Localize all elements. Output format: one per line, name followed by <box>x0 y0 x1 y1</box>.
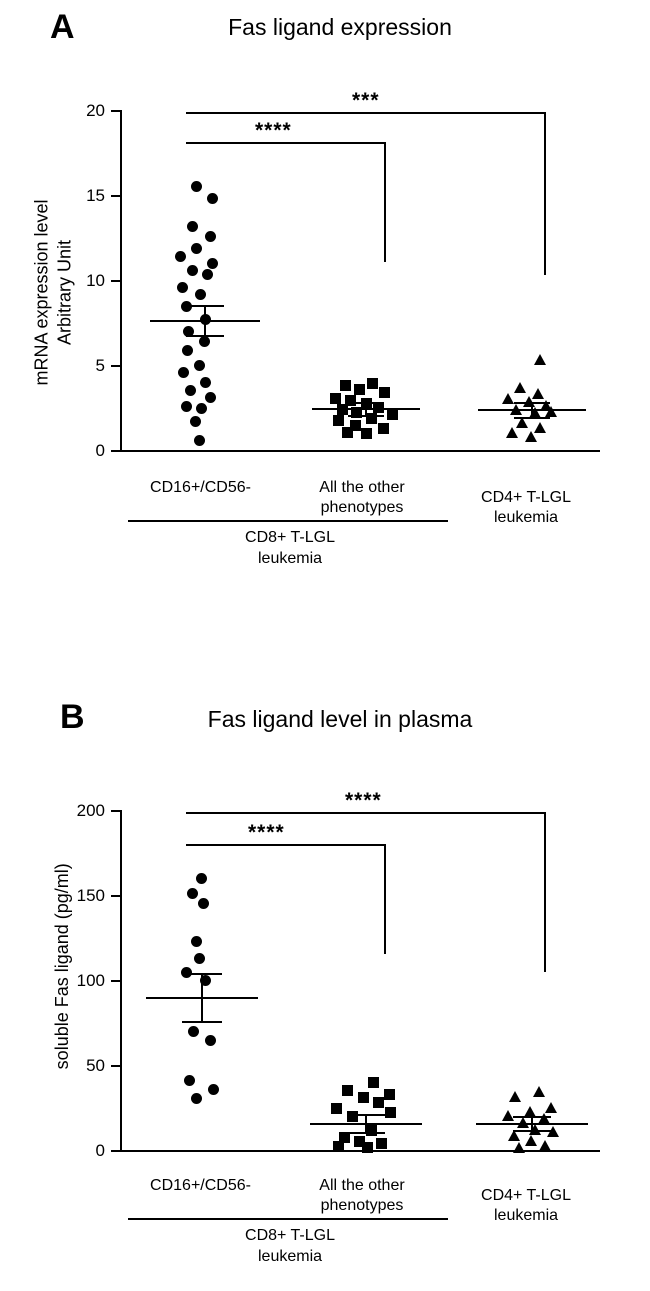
data-point <box>194 435 205 446</box>
significance-bracket-1 <box>186 142 386 144</box>
data-point <box>181 401 192 412</box>
panel-b <box>0 660 650 1291</box>
category-label-2 <box>292 1176 432 1217</box>
error-bar-cap <box>186 305 224 307</box>
error-bar-cap <box>347 1114 385 1116</box>
data-point <box>185 385 196 396</box>
data-point <box>378 423 389 434</box>
significance-bracket-2 <box>186 812 546 814</box>
panel-b-yticklabel-0: 0 <box>95 1141 105 1160</box>
panel-a-yticklabel-15: 15 <box>86 186 105 205</box>
data-point <box>333 415 344 426</box>
error-bar <box>365 1114 367 1132</box>
error-bar-cap <box>348 415 384 417</box>
data-point <box>188 1026 199 1037</box>
panel-a-ytick-0 <box>111 450 120 452</box>
category-label-3-line1: CD4+ T-LGL <box>481 489 571 506</box>
panel-a-yticklabel-20: 20 <box>86 101 105 120</box>
data-point <box>545 406 557 417</box>
category-label-2-line1: All the other <box>319 1177 405 1194</box>
data-point <box>502 1110 514 1121</box>
data-point <box>358 1092 369 1103</box>
data-point <box>525 1135 537 1146</box>
error-bar-cap <box>514 417 550 419</box>
data-point <box>502 393 514 404</box>
category-label-1 <box>128 478 273 498</box>
panel-b-ytick-0 <box>111 1150 120 1152</box>
data-point <box>207 258 218 269</box>
significance-bracket-2-drop <box>544 112 546 275</box>
data-point <box>194 360 205 371</box>
data-point <box>362 1142 373 1153</box>
data-point <box>182 345 193 356</box>
category-label-3-line2: leukemia <box>493 1207 559 1225</box>
significance-stars-2: **** <box>345 789 382 812</box>
data-point <box>376 1138 387 1149</box>
data-point <box>385 1107 396 1118</box>
group-bracket-label-line1: CD8+ T-LGL <box>245 529 335 546</box>
data-point <box>509 1091 521 1102</box>
data-point <box>184 1075 195 1086</box>
data-point <box>545 1102 557 1113</box>
error-bar-cap <box>348 402 384 404</box>
data-point <box>187 265 198 276</box>
panel-a-y-axis-label-line1: mRNA expression level <box>31 199 52 386</box>
data-point <box>195 289 206 300</box>
data-point <box>387 409 398 420</box>
significance-bracket-2-drop <box>544 812 546 972</box>
category-label-3 <box>456 1186 596 1227</box>
data-point <box>202 269 213 280</box>
data-point <box>514 382 526 393</box>
panel-b-yticklabel-100: 100 <box>76 971 105 990</box>
group-bracket-rule <box>128 1218 448 1220</box>
group-bracket-label <box>200 1226 380 1268</box>
data-point <box>187 888 198 899</box>
data-point <box>379 387 390 398</box>
panel-b-x-axis <box>120 1150 600 1152</box>
panel-a-ytick-20 <box>111 110 120 112</box>
panel-b-yticklabel-150: 150 <box>76 886 105 905</box>
panel-b-ytick-50 <box>111 1065 120 1067</box>
group-bracket-label-line1: CD8+ T-LGL <box>245 1227 335 1244</box>
panel-a-yticklabel-5: 5 <box>95 356 105 375</box>
error-bar <box>204 305 206 335</box>
data-point <box>333 1141 344 1152</box>
panel-b-ytick-100 <box>111 980 120 982</box>
significance-bracket-2 <box>186 112 546 114</box>
data-point <box>196 873 207 884</box>
panel-a-title: Fas ligand expression <box>228 14 452 40</box>
data-point <box>196 403 207 414</box>
panel-a-x-axis <box>120 450 600 452</box>
panel-a-y-axis-label-line2: Arbitrary Unit <box>54 239 74 346</box>
data-point <box>199 336 210 347</box>
error-bar-cap <box>513 1116 551 1118</box>
category-label-2-line2: phenotypes <box>320 499 404 517</box>
data-point <box>198 898 209 909</box>
significance-stars-1: **** <box>255 119 292 142</box>
data-point <box>190 416 201 427</box>
significance-bracket-1-drop <box>384 142 386 262</box>
data-point <box>191 181 202 192</box>
error-bar-cap <box>347 1132 385 1134</box>
panel-a-ytick-5 <box>111 365 120 367</box>
data-point <box>506 427 518 438</box>
group-bracket-label-line2: leukemia <box>257 1247 323 1265</box>
data-point <box>361 428 372 439</box>
data-point <box>194 953 205 964</box>
group-bracket-rule <box>128 520 448 522</box>
category-label-3-line2: leukemia <box>493 509 559 527</box>
category-label-2-line1: All the other <box>319 479 405 496</box>
panel-b-yticklabel-200: 200 <box>76 801 105 820</box>
data-point <box>191 936 202 947</box>
data-point <box>384 1089 395 1100</box>
error-bar-cap <box>513 1130 551 1132</box>
category-label-1-line1: CD16+/CD56- <box>150 1177 251 1194</box>
data-point <box>373 1097 384 1108</box>
category-label-2-line2: phenotypes <box>320 1197 404 1215</box>
category-label-3-line1: CD4+ T-LGL <box>481 1187 571 1204</box>
significance-stars-1: **** <box>248 821 285 844</box>
error-bar-cap <box>182 1021 222 1023</box>
data-point <box>208 1084 219 1095</box>
data-point <box>539 1140 551 1151</box>
category-label-1-line1: CD16+/CD56- <box>150 479 251 496</box>
data-point <box>178 367 189 378</box>
panel-b-ytick-150 <box>111 895 120 897</box>
panel-b-yticklabel-50: 50 <box>86 1056 105 1075</box>
panel-a-yticklabel-10: 10 <box>86 271 105 290</box>
error-bar <box>531 402 533 417</box>
error-bar <box>531 1116 533 1130</box>
panel-b-title: Fas ligand level in plasma <box>207 706 473 732</box>
panel-a <box>0 0 650 640</box>
panel-a-y-axis-label <box>31 168 76 418</box>
category-label-3 <box>456 488 596 529</box>
data-point <box>187 221 198 232</box>
data-point <box>200 377 211 388</box>
data-point <box>340 380 351 391</box>
error-bar <box>201 973 203 1021</box>
data-point <box>330 393 341 404</box>
data-point <box>181 967 192 978</box>
data-point <box>342 427 353 438</box>
category-label-2 <box>292 478 432 519</box>
data-point <box>368 1077 379 1088</box>
data-point <box>205 1035 216 1046</box>
panel-b-y-axis-label: soluble Fas ligand (pg/ml) <box>51 863 72 1070</box>
panel-b-ytick-200 <box>111 810 120 812</box>
error-bar-cap <box>182 973 222 975</box>
significance-bracket-1-drop <box>384 844 386 954</box>
data-point <box>347 1111 358 1122</box>
error-bar-cap <box>186 335 224 337</box>
data-point <box>525 431 537 442</box>
data-point <box>207 193 218 204</box>
data-point <box>331 1103 342 1114</box>
panel-a-y-axis <box>120 110 122 450</box>
data-point <box>191 243 202 254</box>
data-point <box>177 282 188 293</box>
error-bar-cap <box>514 402 550 404</box>
panel-a-letter: A <box>50 8 75 46</box>
group-bracket-label <box>200 528 380 570</box>
data-point <box>367 378 378 389</box>
data-point <box>205 392 216 403</box>
data-point <box>354 384 365 395</box>
panel-a-ytick-10 <box>111 280 120 282</box>
panel-a-ytick-15 <box>111 195 120 197</box>
data-point <box>191 1093 202 1104</box>
data-point <box>534 354 546 365</box>
panel-b-y-axis <box>120 810 122 1150</box>
group-bracket-label-line2: leukemia <box>257 549 323 567</box>
significance-stars-2: *** <box>352 89 380 112</box>
panel-b-letter: B <box>60 698 85 736</box>
data-point <box>175 251 186 262</box>
data-point <box>513 1142 525 1153</box>
category-label-1 <box>128 1176 273 1196</box>
data-point <box>533 1086 545 1097</box>
data-point <box>342 1085 353 1096</box>
data-point <box>205 231 216 242</box>
panel-a-yticklabel-0: 0 <box>95 441 105 460</box>
significance-bracket-1 <box>186 844 386 846</box>
